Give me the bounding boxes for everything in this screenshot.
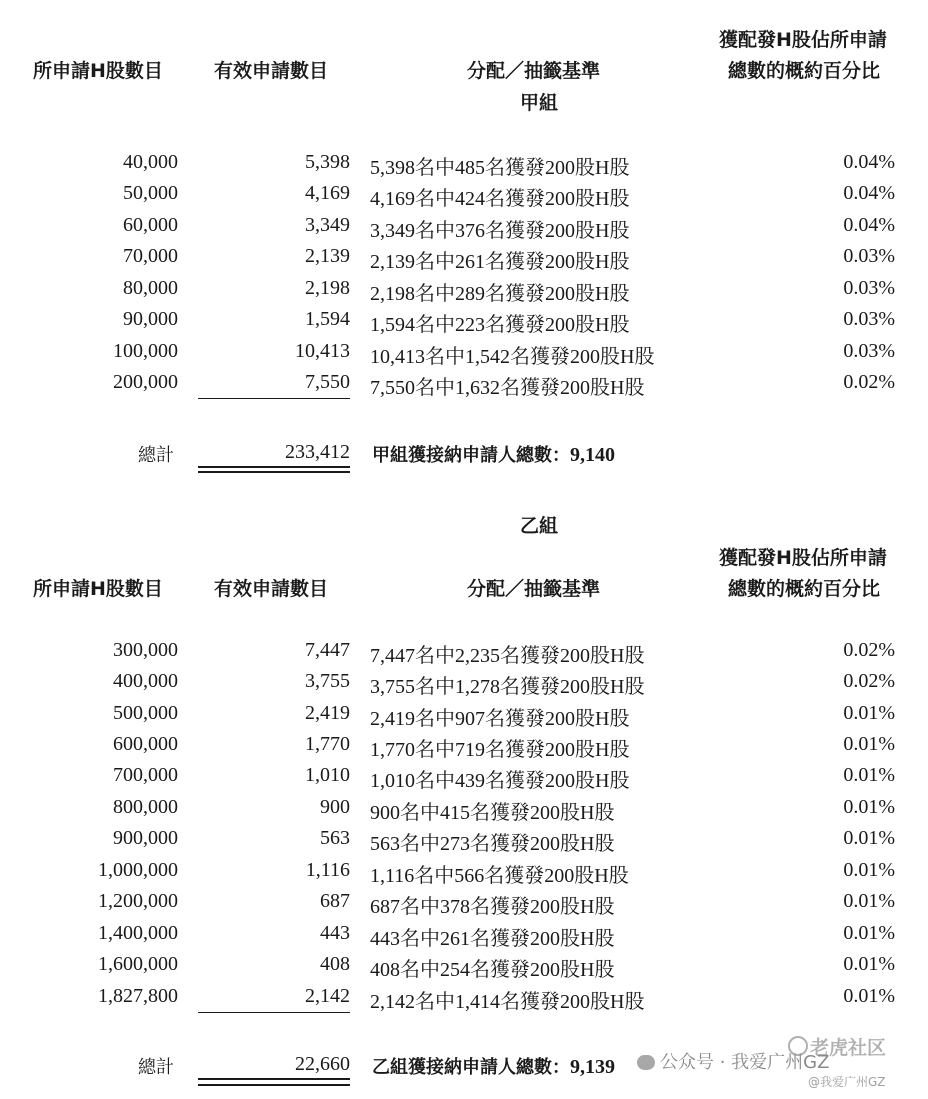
group-a-row-6-applied: 100,000 <box>113 340 178 362</box>
group-b-total-rule-bottom <box>198 1084 350 1086</box>
group-b-row-8-valid: 687 <box>320 890 350 912</box>
group-a-row-3-pct: 0.03% <box>843 245 895 267</box>
group-b-row-5-valid: 900 <box>320 796 350 818</box>
group-b-total-note-value: 9,139 <box>570 1056 615 1078</box>
group-b-header-pct-line1: 獲配發H股佔所申請 <box>719 547 887 569</box>
group-a-subtotal-rule <box>198 398 350 399</box>
group-a-row-0-valid: 5,398 <box>305 151 350 173</box>
group-b-row-8-pct: 0.01% <box>843 890 895 912</box>
group-b-row-7-pct: 0.01% <box>843 859 895 881</box>
group-b-row-8-applied: 1,200,000 <box>98 890 178 912</box>
group-a-row-6-pct: 0.03% <box>843 340 895 362</box>
group-a-row-1-applied: 50,000 <box>123 182 178 204</box>
group-a-total-value: 233,412 <box>285 441 350 463</box>
group-b-row-0-applied: 300,000 <box>113 639 178 661</box>
group-a-row-0-applied: 40,000 <box>123 151 178 173</box>
group-b-total-note <box>372 1053 615 1079</box>
group-b-row-10-applied: 1,600,000 <box>98 953 178 975</box>
group-a-total-rule-top <box>198 466 350 468</box>
group-b-row-2-pct: 0.01% <box>843 702 895 724</box>
group-a-title: 甲組 <box>520 92 559 114</box>
group-b-row-1-applied: 400,000 <box>113 670 178 692</box>
group-a-total-note-label: 甲組獲接納申請人總數： <box>372 445 570 466</box>
group-b-row-6-valid: 563 <box>320 827 350 849</box>
group-b-row-6-applied: 900,000 <box>113 827 178 849</box>
group-b-row-4-pct: 0.01% <box>843 764 895 786</box>
group-b-row-10-basis: 408名中254名獲發200股H股 <box>370 959 615 981</box>
group-b-row-5-basis: 900名中415名獲發200股H股 <box>370 802 615 824</box>
group-b-row-5-pct: 0.01% <box>843 796 895 818</box>
group-b-row-3-pct: 0.01% <box>843 733 895 755</box>
group-a-row-0-pct: 0.04% <box>843 151 895 173</box>
group-b-row-9-pct: 0.01% <box>843 922 895 944</box>
group-b-total-note-label: 乙組獲接納申請人總數： <box>372 1057 570 1078</box>
group-b-row-3-valid: 1,770 <box>305 733 350 755</box>
group-a-row-4-valid: 2,198 <box>305 277 350 299</box>
group-b-row-4-basis: 1,010名中439名獲發200股H股 <box>370 770 630 792</box>
group-a-row-2-valid: 3,349 <box>305 214 350 236</box>
group-b-row-5-applied: 800,000 <box>113 796 178 818</box>
group-b-row-1-basis: 3,755名中1,278名獲發200股H股 <box>370 676 645 698</box>
group-b-title: 乙組 <box>520 515 559 537</box>
group-b-total-value: 22,660 <box>295 1053 350 1075</box>
group-b-header-applied: 所申請H股數目 <box>33 578 163 600</box>
group-b-row-1-pct: 0.02% <box>843 670 895 692</box>
group-a-row-0-basis: 5,398名中485名獲發200股H股 <box>370 157 630 179</box>
group-b-row-9-valid: 443 <box>320 922 350 944</box>
group-b-header-basis: 分配／抽籤基準 <box>467 578 601 600</box>
group-b-subtotal-rule <box>198 1012 350 1013</box>
group-a-row-5-valid: 1,594 <box>305 308 350 330</box>
watermark-handle: @我爱广州GZ <box>808 1075 886 1089</box>
group-b-row-0-valid: 7,447 <box>305 639 350 661</box>
group-b-row-1-valid: 3,755 <box>305 670 350 692</box>
group-b-row-10-valid: 408 <box>320 953 350 975</box>
group-a-row-4-applied: 80,000 <box>123 277 178 299</box>
group-b-row-0-pct: 0.02% <box>843 639 895 661</box>
group-a-header-pct-line1: 獲配發H股佔所申請 <box>719 29 887 51</box>
group-b-row-7-applied: 1,000,000 <box>98 859 178 881</box>
group-b-row-2-valid: 2,419 <box>305 702 350 724</box>
group-a-row-3-basis: 2,139名中261名獲發200股H股 <box>370 251 630 273</box>
watermark-brand-text: 老虎社区 <box>810 1037 887 1059</box>
group-a-row-4-pct: 0.03% <box>843 277 895 299</box>
group-a-row-6-valid: 10,413 <box>295 340 350 362</box>
group-a-row-2-pct: 0.04% <box>843 214 895 236</box>
group-a-row-1-basis: 4,169名中424名獲發200股H股 <box>370 188 630 210</box>
group-a-row-5-applied: 90,000 <box>123 308 178 330</box>
group-b-row-2-basis: 2,419名中907名獲發200股H股 <box>370 708 630 730</box>
group-a-row-5-pct: 0.03% <box>843 308 895 330</box>
group-b-row-11-pct: 0.01% <box>843 985 895 1007</box>
group-a-header-pct-line2: 總數的概約百分比 <box>728 60 881 82</box>
group-b-row-6-basis: 563名中273名獲發200股H股 <box>370 833 615 855</box>
group-a-row-6-basis: 10,413名中1,542名獲發200股H股 <box>370 346 655 368</box>
group-b-row-7-valid: 1,116 <box>305 859 350 881</box>
group-a-row-7-basis: 7,550名中1,632名獲發200股H股 <box>370 377 645 399</box>
group-b-row-9-basis: 443名中261名獲發200股H股 <box>370 928 615 950</box>
group-b-header-valid: 有效申請數目 <box>214 578 329 600</box>
group-a-row-7-valid: 7,550 <box>305 371 350 393</box>
group-b-row-9-applied: 1,400,000 <box>98 922 178 944</box>
group-a-row-3-applied: 70,000 <box>123 245 178 267</box>
group-a-row-2-applied: 60,000 <box>123 214 178 236</box>
group-b-row-3-applied: 600,000 <box>113 733 178 755</box>
wechat-icon <box>637 1055 655 1070</box>
group-b-row-6-pct: 0.01% <box>843 827 895 849</box>
group-a-row-5-basis: 1,594名中223名獲發200股H股 <box>370 314 630 336</box>
group-b-total-rule-top <box>198 1078 350 1080</box>
group-b-header-pct-line2: 總數的概約百分比 <box>728 578 881 600</box>
group-a-header-valid: 有效申請數目 <box>214 60 329 82</box>
group-b-total-label: 總計 <box>138 1057 174 1078</box>
group-b-row-8-basis: 687名中378名獲發200股H股 <box>370 896 615 918</box>
group-b-row-10-pct: 0.01% <box>843 953 895 975</box>
group-b-row-0-basis: 7,447名中2,235名獲發200股H股 <box>370 645 645 667</box>
group-b-row-11-basis: 2,142名中1,414名獲發200股H股 <box>370 991 645 1013</box>
group-a-row-4-basis: 2,198名中289名獲發200股H股 <box>370 283 630 305</box>
group-b-row-4-valid: 1,010 <box>305 764 350 786</box>
group-a-total-label: 總計 <box>138 445 174 466</box>
watermark-channel-text: 公众号 · 我爱广州GZ <box>660 1052 830 1073</box>
group-a-total-note-value: 9,140 <box>570 444 615 466</box>
group-a-row-2-basis: 3,349名中376名獲發200股H股 <box>370 220 630 242</box>
group-b-row-4-applied: 700,000 <box>113 764 178 786</box>
group-b-row-7-basis: 1,116名中566名獲發200股H股 <box>370 865 629 887</box>
group-a-row-1-pct: 0.04% <box>843 182 895 204</box>
group-b-row-2-applied: 500,000 <box>113 702 178 724</box>
group-b-row-3-basis: 1,770名中719名獲發200股H股 <box>370 739 630 761</box>
group-a-row-7-applied: 200,000 <box>113 371 178 393</box>
group-a-total-note <box>372 441 615 467</box>
group-a-row-1-valid: 4,169 <box>305 182 350 204</box>
group-a-header-applied: 所申請H股數目 <box>33 60 163 82</box>
watermark-channel <box>637 1048 829 1074</box>
group-b-row-11-valid: 2,142 <box>305 985 350 1007</box>
group-b-row-11-applied: 1,827,800 <box>98 985 178 1007</box>
group-a-row-7-pct: 0.02% <box>843 371 895 393</box>
group-a-header-basis: 分配／抽籤基準 <box>467 60 601 82</box>
group-a-total-rule-bottom <box>198 471 350 473</box>
group-a-row-3-valid: 2,139 <box>305 245 350 267</box>
